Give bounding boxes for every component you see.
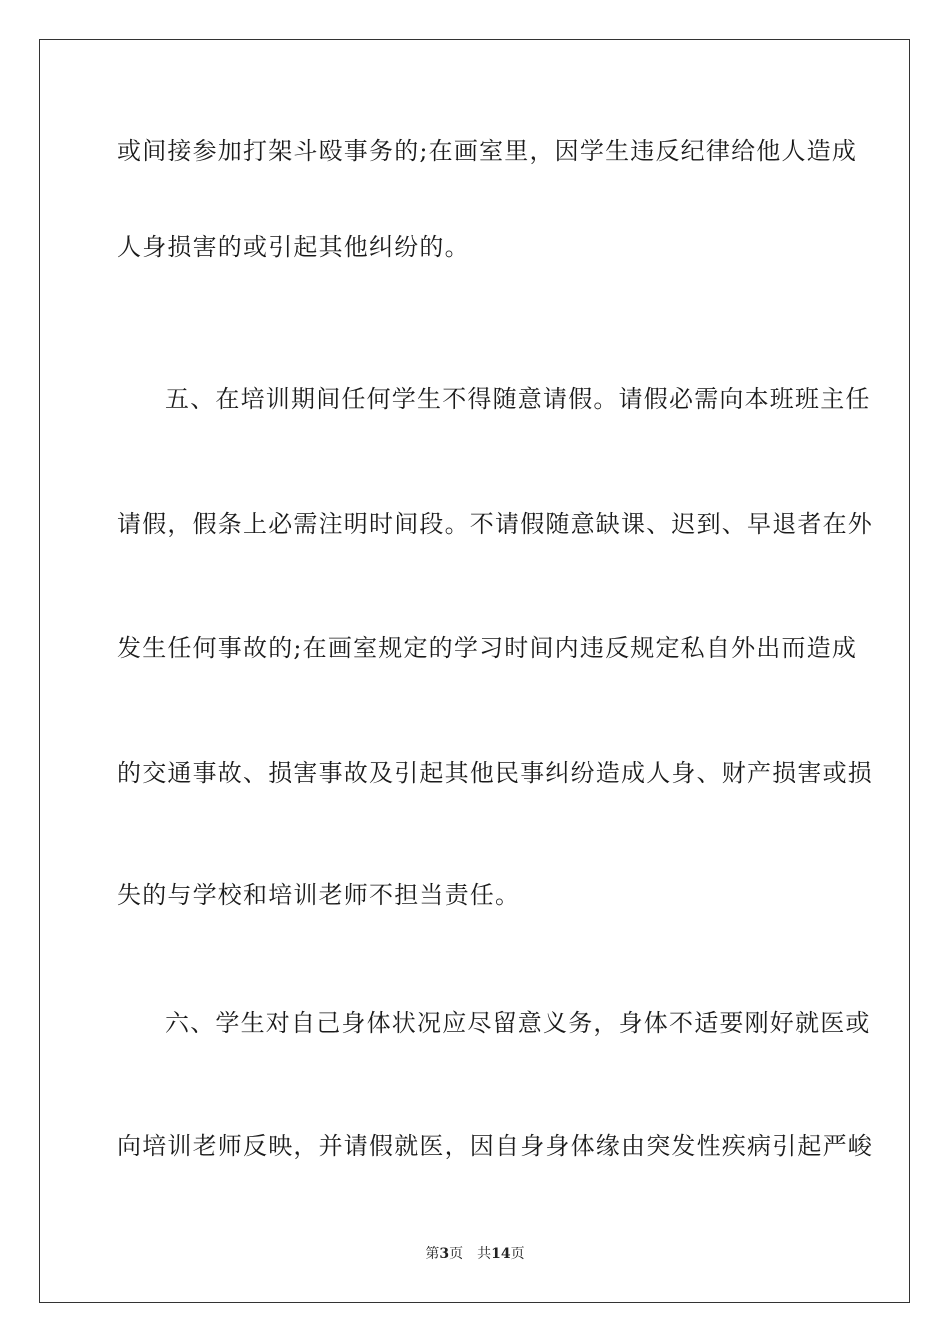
body-text-line: 的交通事故、损害事故及引起其他民事纠纷造成人身、财产损害或损 <box>117 759 873 787</box>
body-text-line: 发生任何事故的;在画室规定的学习时间内违反规定私自外出而造成 <box>117 634 858 662</box>
body-text-line: 请假，假条上必需注明时间段。不请假随意缺课、迟到、早退者在外 <box>117 510 873 538</box>
paragraph-six-first-line: 六、学生对自己身体状况应尽留意义务，身体不适要刚好就医或 <box>165 1009 871 1037</box>
page-border <box>39 39 910 1303</box>
page-footer <box>0 1245 950 1263</box>
body-text-line: 失的与学校和培训老师不担当责任。 <box>117 881 521 909</box>
body-text-line: 人身损害的或引起其他纠纷的。 <box>117 233 470 261</box>
body-text-line: 或间接参加打架斗殴事务的;在画室里，因学生违反纪律给他人造成 <box>117 137 858 165</box>
body-text-line: 向培训老师反映，并请假就医，因自身身体缘由突发性疾病引起严峻 <box>117 1132 873 1160</box>
page-suffix: 页 <box>449 1246 464 1262</box>
total-prefix: 共 <box>477 1246 492 1262</box>
total-pages: 14 <box>491 1246 511 1262</box>
total-suffix: 页 <box>510 1246 525 1262</box>
page-prefix: 第 <box>425 1246 440 1262</box>
paragraph-five-first-line: 五、在培训期间任何学生不得随意请假。请假必需向本班班主任 <box>165 385 871 413</box>
page-number: 3 <box>439 1246 450 1262</box>
